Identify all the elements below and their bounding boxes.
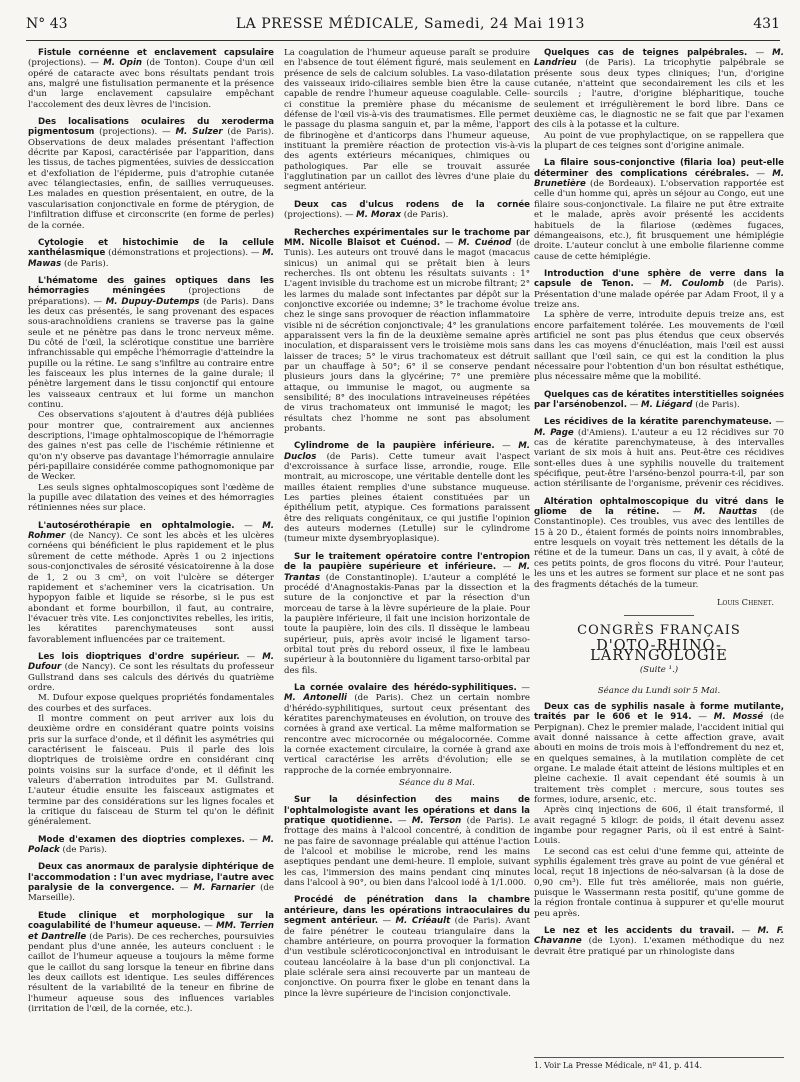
article-meta: — <box>642 279 661 290</box>
article-author: M. Terson <box>411 816 462 827</box>
article-meta: — <box>249 834 263 845</box>
article-meta: — <box>741 926 758 937</box>
article-body: (de Paris). Avant de faire pénétrer le couteau triangulaire dans la chambre antérieure, on pourra provoquer la formation d'un vestibule scléroticoconjonctival en introduisant le couteau lancéolaire à la base d'un pli conjonctival. La plaie sclérale sera ainsi recouverte par un manteau de conjonctive. On pourra fixer le globe en tenant dans la pince la lèvre supérieure de l'incision conjonctivale. <box>284 916 530 999</box>
article-meta: — <box>502 441 519 452</box>
article <box>284 441 530 544</box>
article-title: Deux cas de syphilis nasale à forme mutilante, traités par le 606 et le 914. <box>534 701 784 723</box>
article-paragraph: Ces observations s'ajoutent à d'autres déjà publiées pour montrer que, contrairement aux anciennes descriptions, l'image ophtalmoscopique de l'hémorragie des gaines n'est pas celle de l'ischémie rétinienne et qu'on n'y observe pas davantage l'hémorragie annulaire péri-papillaire considérée comme pathognomonique par de Wecker. <box>28 410 274 483</box>
article-body: (de Paris). De ces recherches, poursuivies pendant plus d'une année, les auteurs concluent : le caillot de l'humeur aqueuse a toujours la même forme que le caillot du sang lorsque la teneur en fibrine dans les deux caillots est identique. Les seules différences résultent de la variabilité de la teneur en fibrine de l'humeur aqueuse sous des influences variables (irritation de l'œil, de la cornée, etc.). <box>28 931 274 1014</box>
article-title: La filaire sous-conjonctive (filaria loa) peut-elle déterminer des complications cérébrales. <box>534 158 784 179</box>
article <box>28 238 274 269</box>
article-paragraph: M. Dufour expose quelques propriétés fondamentales des courbes et des surfaces. <box>28 693 274 714</box>
article-paragraph: Après cinq injections de 606, il était transformé, il avait regagné 5 kilogr. de poids, il était devenu assez ingambe pour regagner Paris, où il est entré à Saint-Louis. <box>534 805 784 847</box>
article <box>284 795 530 888</box>
congress-subtitle: D'OTO-RHINO-LARYNGOLOGIE <box>590 637 728 664</box>
article-body: (de Tonton). Coupe d'un œil opéré de cataracte avec bons résultats pendant trois ans, malgré une fistulisation permanente et la présence d'un large enclavement capsulaire empêchant l'accolement des deux lèvres de l'incision. <box>28 58 274 110</box>
article-body: (de Perpignan). Chez le premier malade, l'accident initial qui avait donné naissance à cette affection grave, avait abouti en moins de trois mois à l'effondrement du nez et, en quelques semaines, à la mutilation complète de cet organe. Le malade était atteint de lésions multiples et en pleine cachexie. Il avait cependant été soumis à un traitement très complet : mercure, sous toutes ses formes, iodure, arsenic, etc. <box>534 712 784 805</box>
article-body: (d'Amiens). L'auteur a eu 12 récidives sur 70 cas de kératite parenchymateuse, à des intervalles variant de six mois à huit ans. Peut-être ces récidives sont-elles dues à une syphilis nouvelle du traitement spécifique, peut-être l'arséno-benzol pourra-t-il, par son action stérilisante de l'organisme, prévenir ces récidives. <box>534 427 784 490</box>
article-author: M. Opin <box>103 58 143 69</box>
session-heading: Séance du 8 Mai. <box>399 778 475 789</box>
article-author: M. Mawas <box>28 248 274 269</box>
column-left <box>28 48 274 1072</box>
article <box>28 48 274 110</box>
article-body: (de Paris). Chez un certain nombre d'hérédo-syphilitiques, surtout ceux présentant des kératites parenchymateuses en évolution, on trouve des cornées à grand axe vertical. La même malformation se rencontre avec microcornée ou mégalocornée. Comme la cornée exactement circulaire, la cornée à grand axe vertical caractérise les arrêts d'évolution; elle se rapproche de la cornée embryonnaire. <box>284 693 530 776</box>
article-author: M. Polack <box>28 834 274 856</box>
issue-number: N° 43 <box>26 16 68 32</box>
article-body: (de Paris). Présentation d'une malade opérée par Adam Froot, il y a treize ans. <box>534 279 784 310</box>
article-body: (de Paris). Le frottage des mains à l'alcool concentré, à condition de ne pas faire de savonnage préalable qui atténue l'action de l'alcool et mobilise le microbe, rend les mains aseptiques pendant une demi-heure. Il emploie, suivant les cas, l'immersion des mains pendant cinq minutes dans l'alcool à 90°, ou bien dans l'alcool iodé à 1/1.000. <box>284 816 530 889</box>
article-author: M. Dufour <box>28 651 274 673</box>
article-author: M. Antonelli <box>284 693 347 704</box>
article-title: La cornée ovalaire des hérédo-syphilitiques. <box>294 682 517 693</box>
article-title: Quelques cas de kératites interstitielles soignées par l'arsénobenzol. <box>534 389 784 410</box>
congress-suite: (Suite ¹.) <box>639 665 679 676</box>
article-body: (de Tunis). Les auteurs ont trouvé dans le magot (macacus sinicus) un animal qui se prêtait bien à leurs recherches. Ils ont obtenu les résultats suivants : 1° L'agent invisible du trachome est un microbe filtrant; 2° les larmes du malade sont infectantes par dépôt sur la conjonctive excoriée ou indemne; 3° le trachome évolue chez le singe sans provoquer de réaction inflammatoire visible ni de sécrétion conjonctivale; 4° les granulations apparaissent vers la fin de la deuxième semaine après inoculation, et disparaissent vers le troisième mois sans laisser de traces; 5° le virus trachomateux est détruit par un chauffage à 50°; 6° il se conserve pendant plusieurs jours dans la glycérine; 7° une première attaque, ou immunise le magot, ou augmente sa sensibilité; 8° des inoculations intraveineuses répétées de virus trachomateux ont immunisé le magot; les résultats chez l'homme ne sont pas absolument probants. <box>284 237 530 435</box>
article-meta: — <box>629 400 642 410</box>
article-title: Deux cas d'ulcus rodens de la cornée <box>294 199 530 210</box>
article-body: (de Marseille). <box>28 883 274 904</box>
journal-title: LA PRESSE MÉDICALE, Samedi, 24 Mai 1913 <box>235 16 585 32</box>
article-title: L'hématome des gaines optiques dans les hémorragies méningées <box>28 275 274 297</box>
article <box>28 862 274 903</box>
article <box>534 926 784 957</box>
congress-title: CONGRÈS FRANÇAIS <box>577 623 741 639</box>
article-author: M. Morax <box>356 210 402 221</box>
article <box>534 417 784 489</box>
article-author: M. Landrieu <box>534 48 784 69</box>
article-body: La coagulation de l'humeur aqueuse paraît se produire en l'absence de tout élément figuré, mais seulement en présence de sels de calcium solubles. La vaso-dilatation des vaisseaux irido-ciliaires semble bien être la cause capable de rendre l'humeur aqueuse coagulable. Celle-ci constitue la première phase du mécanisme de défense de l'œil vis-à-vis des traumatismes. Elle permet le passage du plasma sanguin et, par la même, l'apport de fibrinogène et d'anticorps dans l'humeur aqueuse, instituant la première réaction de protection vis-à-vis des agents extérieurs mécaniques, chimiques ou pathologiques. Par elle se trouvait assurée l'agglutination par un caillot des lèvres d'une plaie du segment antérieur. <box>284 48 530 193</box>
article-title: Cytologie et histochimie de la cellule xanthélasmique <box>28 237 274 259</box>
article-title: Sur le traitement opératoire contre l'entropion de la paupière supérieure et inférieure. <box>284 551 530 573</box>
article-meta: — <box>244 520 263 531</box>
article-title: Sur la désinfection des mains de l'ophtalmologiste avant les opérations et dans la pratique quotidienne. <box>284 795 530 827</box>
article-title: Fistule cornéenne et enclavement capsulaire <box>38 48 274 58</box>
article-author: M. Cuénod <box>458 237 512 248</box>
article-author: M. Criéault <box>395 916 451 927</box>
article-meta: — <box>382 916 396 927</box>
article-meta: (démonstrations et projections). — <box>108 248 263 259</box>
article <box>284 552 530 676</box>
article-paragraph: Les seuls signes ophtalmoscopiques sont l'œdème de la pupille avec dilatation des veines et des hémorragies rétiniennes nées sur place. <box>28 482 274 514</box>
article-author: M. Mossé <box>713 712 764 723</box>
article <box>28 117 274 231</box>
article <box>28 911 274 1014</box>
article-meta: (projections). — <box>99 127 176 138</box>
article-meta: — <box>179 883 194 894</box>
article-paragraph: Le second cas est celui d'une femme qui, atteinte de syphilis également très grave au point de vue général et local, reçut 18 injections de néo-salvarsan (à la dose de 0,90 cm³). Elle fut très améliorée, mais non guérie, puisque le Wassermann resta positif, qu'une gomme de la région frontale continua à suppurer et qu'elle mourut peu après. <box>534 846 784 919</box>
article-meta: — <box>397 816 412 827</box>
article-author: M. Brunetière <box>534 168 784 190</box>
article-meta: (projections de préparations). — <box>28 286 274 307</box>
article-author: M. Page <box>534 427 574 438</box>
article <box>284 48 530 193</box>
article-paragraph: La sphère de verre, introduite depuis treize ans, est encore parfaitement tolérée. Les mouvements de l'œil artificiel ne sont pas plus étendus que ceux observés dans les cas moyens d'énucléation, mais l'œil est aussi saillant que l'œil sain, ce qui est la condition la plus nécessaire pour l'obtention d'un bon résultat esthétique, plus nécessaire même que la mobilité. <box>534 310 784 383</box>
article <box>28 276 274 514</box>
article <box>534 158 784 261</box>
article-body: (de Nancy). Ce sont les abcès et les ulcères cornéens qui bénéficient le plus rapidement et le plus sûrement de cette méthode. Après 1 ou 2 injections sous-conjonctivales de sérosité vésicatoirenne à la dose de 1, 2 ou 3 cm³, on voit l'ulcère se déterger rapidement et s'acheminer vers la cicatrisation. Un hypopyon faible et liquide se résorbe, si le pus est abondant et forme bourbillon, il faut, au contraire, l'évacuer très vite. Les conjonctivites rebelles, les iritis, les kératites parenchymateuses sont aussi favorablement influencées par ce traitement. <box>28 531 274 645</box>
article <box>28 652 274 828</box>
article-body: (de Constantinople). L'auteur a complété le procédé d'Anagnostakis-Panas par la dissection et la suture de la conjonctive et par la résection d'un morceau de tarse à la lèvre supérieure de la plaie. Pour la paupière inférieure, il fait une incision horizontale de toute la paupière, loin des cils. Il dissèque le lambeau supérieur, puis, après avoir incisé le ligament tarso-orbital tout près du rebord osseux, il fixe le lambeau supérieur à la boutonnière du ligament tarso-orbital par des fils. <box>284 572 530 676</box>
article <box>284 683 530 788</box>
article-body: (de Paris). Observations de deux malades présentant l'affection décrite par Kaposi, caractérisée par l'apparition, dans les tissus, de taches pigmentées, suivies de dessiccation et d'exfoliation de l'épiderme, puis d'atrophie cutanée avec télangiectasies, enfin, de saillies verruqueuses. Les malades en question présentaient, en outre, de la vascularisation conjonctivale en forme de ptérygion, de l'infiltration diffuse et circonscrite (en forme de perles) de la cornée. <box>28 127 274 231</box>
article-title: Des localisations oculaires du xeroderma pigmentosum <box>28 117 274 138</box>
article-author: M. Liégard <box>641 400 693 410</box>
article-title: Cylindrome de la paupière inférieure. <box>294 441 495 452</box>
page-header <box>26 16 780 41</box>
article-paragraph: Il montre comment on peut arriver aux lois du deuxième ordre en considérant quatre points voisins pris sur la surface d'onde, et il définit les asymétries qui caractérisent le faisceau. Puis il parle des lois dioptriques de troisième ordre en considérant cinq points voisins sur la surface d'onde, et il définit les valeurs d'aberration introduites par M. Gullstrand. L'auteur étudie ensuite les faisceaux astigmates et termine par des considérations sur les lignes focales et la critique du faisceau de Sturm tel qu'on le définit généralement. <box>28 713 274 828</box>
section-divider <box>624 615 694 616</box>
article-author: M. Trantas <box>284 562 530 583</box>
column-middle <box>284 48 530 1072</box>
article <box>28 835 274 856</box>
article-title: Les récidives de la kératite parenchymateuse. <box>544 417 772 428</box>
article-author: M. Coulomb <box>660 279 724 290</box>
article-author: M. Duclos <box>284 441 530 462</box>
article-title: Etude clinique et morphologique sur la coagulabilité de l'humeur aqueuse. <box>28 910 274 932</box>
article <box>284 228 530 435</box>
article-author: M. Nauttas <box>693 507 758 518</box>
article <box>534 390 784 411</box>
article-author: M. Sulzer <box>175 127 223 138</box>
article-meta: — <box>502 562 519 573</box>
article-meta: — <box>698 712 714 723</box>
article-body: (de Paris). <box>403 210 449 221</box>
article <box>534 702 784 919</box>
article-body: (de Paris). Cette tumeur avait l'aspect d'excroissance à surface lisse, arrondie, rouge. Elle montrait, au microscope, une véritable dentelle dont les mailles étaient remplies d'une substance muqueuse. Les parties pleines étaient constituées par un épithélium petit, atypique. Ces formations paraissent être des reliquats congénitaux, ce qui justifie l'opinion des auteurs modernes (Letulle) sur le cylindrome (tumeur mixte dysembryoplasique). <box>284 451 530 545</box>
article-body: (de Constantinople). Ces troubles, vus avec des lentilles de 15 à 20 D., étaient formés de points noirs innombrables, entre lesquels on voyait très nettement les détails de la rétine et de la tumeur. Dans un cas, il y avait, à côté de ces petits points, de gros flocons du vitré. Pour l'auteur, les uns et les autres se forment sur place et ne sont pas des fragments détachés de la tumeur. <box>534 507 784 590</box>
article-title: Les lois dioptriques d'ordre supérieur. <box>38 651 240 662</box>
article <box>534 497 784 590</box>
article-body: (de Nancy). Ce sont les résultats du professeur Gullstrand dans ses calculs des dérivés du quatrième ordre. <box>28 662 274 693</box>
article <box>534 269 784 383</box>
article-title: Quelques cas de teignes palpébrales. <box>544 48 748 58</box>
article-meta: — <box>444 237 459 248</box>
article-title: Altération ophtalmoscopique du vitré dans le gliome de la rétine. <box>534 496 784 518</box>
article-body: (de Paris). <box>63 258 109 269</box>
page-number: 431 <box>753 16 780 32</box>
article-meta: — <box>755 48 773 58</box>
signature: Louis Chenet. <box>717 596 774 607</box>
article-meta: — <box>246 651 263 662</box>
footnote: 1. Voir La Presse Médicale, nº 41, p. 414. <box>534 1057 784 1070</box>
session-heading: Séance du Lundi soir 5 Mai. <box>597 685 721 696</box>
article-body: (de Paris). Dans les deux cas présentés, le sang provenant des espaces sous-arachnoïdiens craniens se traverse pas la gaine seule et ne pénètre pas dans le tronc nerveux même. Du côté de l'œil, la sclérotique constitue une barrière infranchissable qui empêche l'hémorragie d'atteindre la pupille ou la rétine. Le sang s'infiltre au contraire entre les faisceaux les plus internes de la gaine durale; il pénètre largement dans le tissu conjonctif qui entoure les vaisseaux centraux et lui forme un manchon continu. <box>28 296 274 410</box>
article <box>284 200 530 221</box>
article-body: (de Paris). La tricophytie palpébrale se présente sous deux types cliniques; l'un, d'origine cutanée, n'atteint que secondairement les cils et les sourcils ; l'autre, d'origine blépharitique, touche seulement et irrégulièrement le bord libre. Dans ce deuxième cas, le diagnostic ne se fait que par l'examen des cils à la potasse et la culture. <box>534 58 784 131</box>
article-meta: (projections). — <box>28 58 104 69</box>
article-meta: — <box>756 168 773 179</box>
article-author: M. F. Chavanne <box>534 926 784 947</box>
article-body: (de Paris). <box>695 400 740 410</box>
article-author: M. Farnarier <box>193 883 255 894</box>
column-right <box>534 48 784 1072</box>
article-author: MM. Terrien et Dantrelle <box>28 921 274 942</box>
article-meta: — <box>521 682 530 693</box>
article-title: L'autosérothérapie en ophtalmologie. <box>38 520 235 531</box>
article-meta: — <box>672 507 694 518</box>
article-title: Deux cas anormaux de paralysie diphtérique de l'accommodation : l'un avec mydriase, l'autre avec paralysie de la convergence. <box>28 862 274 894</box>
article-meta: — <box>775 417 784 428</box>
article-meta: — <box>204 921 217 932</box>
article-author: M. Dupuy-Dutemps <box>105 296 200 307</box>
article-body: (de Bordeaux). L'observation rapportée est celle d'un homme qui, après un séjour au Congo, eut une filaire sous-conjonctivale. La filaire ne put être extraite et le malade, après avoir présenté les accidents habituels de la filariose (œdèmes fugaces, démangeaisons, etc.), fit brusquement une hémiplégie droite. L'auteur conclut à une embolie filarienne comme cause de cette hémiplégie. <box>534 179 784 262</box>
article <box>534 48 784 151</box>
article-title: Recherches expérimentales sur le trachome par MM. Nicolle Blaisot et Cuénod. <box>284 227 530 248</box>
article-body: (de Lyon). L'examen méthodique du nez devrait être pratiqué par un rhinologiste dans <box>534 936 784 957</box>
article-title: Introduction d'une sphère de verre dans la capsule de Tenon. <box>534 268 784 290</box>
article-title: Mode d'examen des dioptries complexes. <box>38 834 245 845</box>
article-meta: (projections). — <box>284 210 357 221</box>
article-author: M. Rohmer <box>28 520 274 542</box>
article <box>284 895 530 998</box>
article-title: Procédé de pénétration dans la chambre antérieure, dans les opérations intraoculaires du segment antérieur. <box>284 895 530 927</box>
article-paragraph: Au point de vue prophylactique, on se rappellera que la plupart de ces teignes sont d'origine animale. <box>534 130 784 152</box>
article-body: (de Paris). <box>62 845 108 856</box>
article-title: Le nez et les accidents du travail. <box>544 926 735 937</box>
article <box>28 521 274 645</box>
